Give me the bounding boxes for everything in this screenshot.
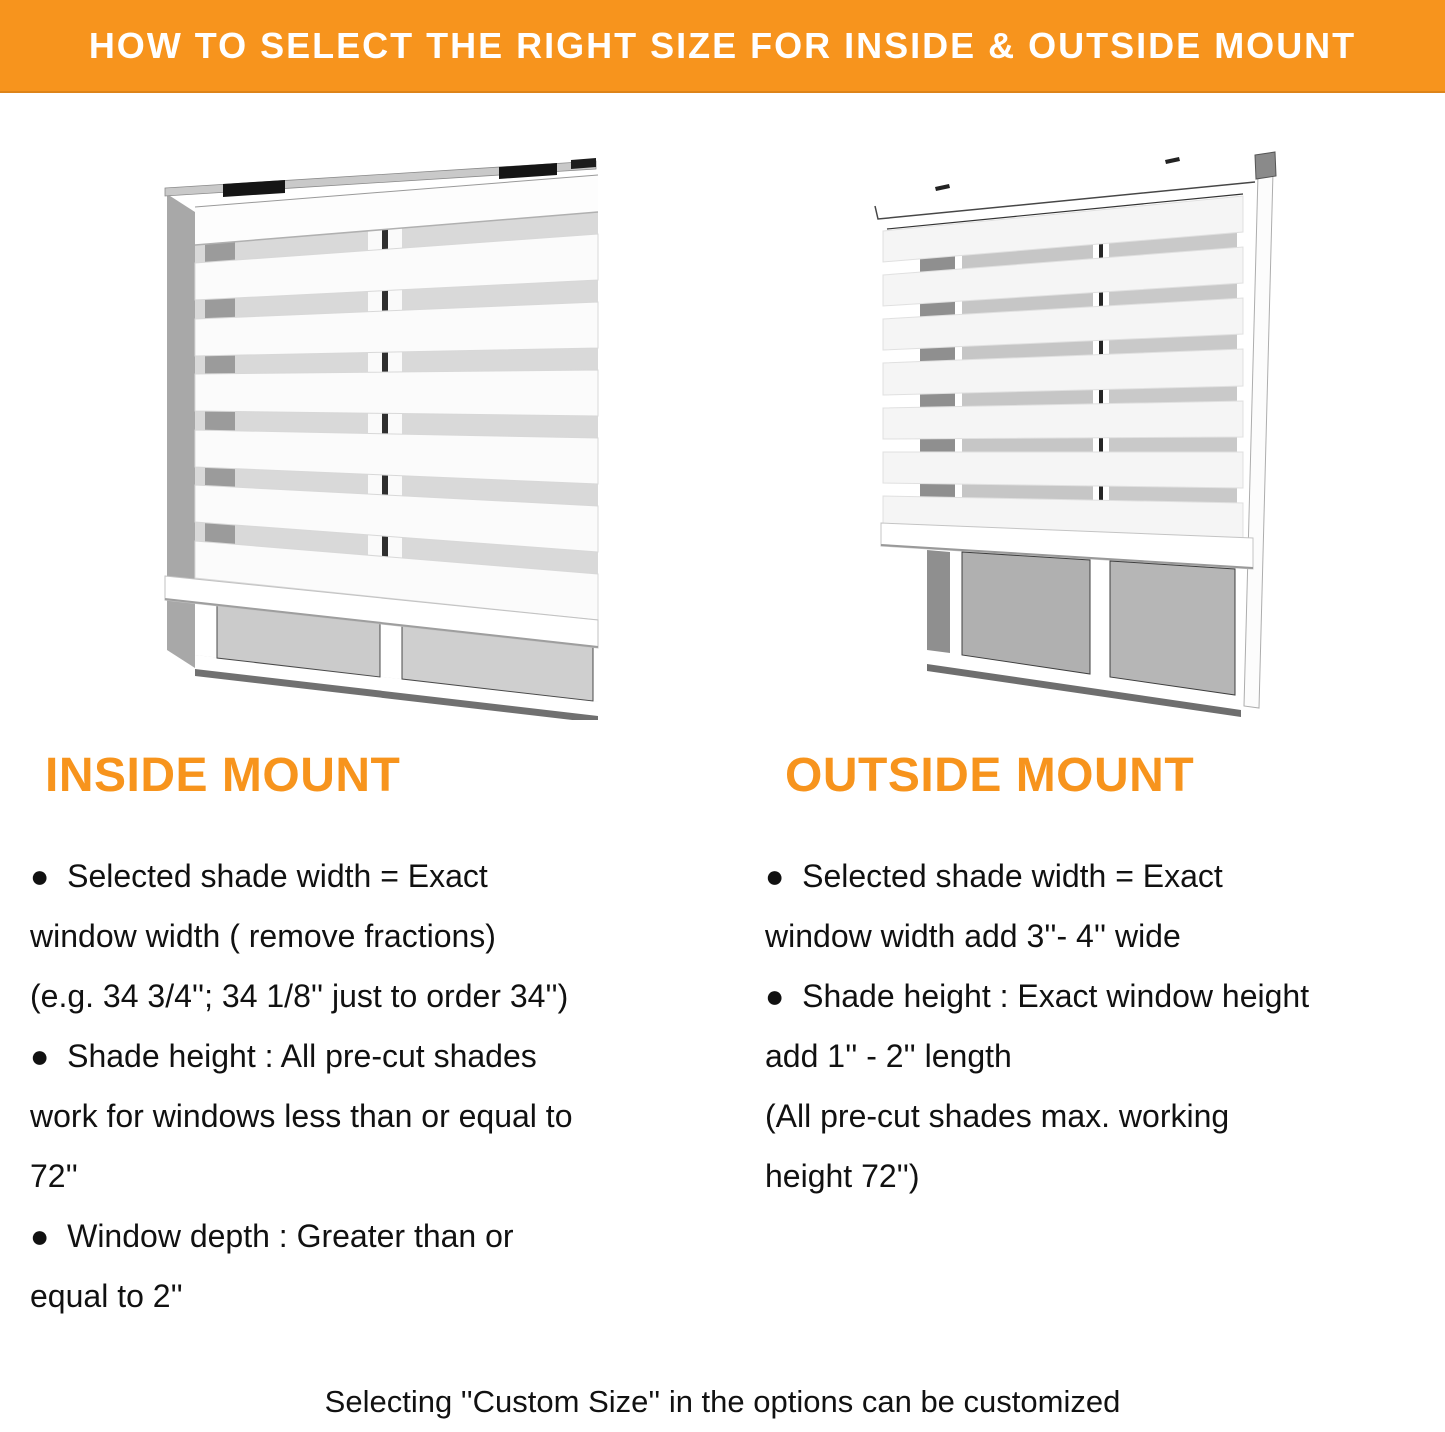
inside-mount-illustration (155, 150, 618, 720)
outside-mount-bullet-line: ● Shade height : Exact window height (765, 978, 1310, 1014)
inside-mount-bullet-line: window width ( remove fractions) (30, 918, 496, 954)
custom-size-note: Selecting ''Custom Size'' in the options can be customized (324, 1384, 1121, 1419)
banner (0, 0, 1445, 93)
outside-mount-bullet-line: ● Selected shade width = Exact (765, 858, 1223, 894)
inside-mount-bullet-line: work for windows less than or equal to (30, 1098, 573, 1134)
outside-mount-bullet-line: window width add 3''- 4'' wide (765, 918, 1181, 954)
window-lower-panes (927, 550, 1241, 717)
inside-mount-bullets (30, 846, 730, 1326)
inside-mount-bullet-line: ● Selected shade width = Exact (30, 858, 488, 894)
outside-mount-illustration (865, 140, 1300, 730)
inside-mount-bullet-line: 72'' (30, 1158, 78, 1194)
outside-mount-bullet-line: add 1'' - 2'' length (765, 1038, 1012, 1074)
side-batten (1244, 172, 1273, 708)
inside-mount-bullet-line: ● Window depth : Greater than or (30, 1218, 514, 1254)
inside-mount-bullet-line: (e.g. 34 3/4''; 34 1/8'' just to order 34'') (30, 978, 569, 1014)
inside-mount-heading: INSIDE MOUNT (45, 749, 401, 802)
inside-mount-bullet-line: ● Shade height : All pre-cut shades (30, 1038, 537, 1074)
banner-title: HOW TO SELECT THE RIGHT SIZE FOR INSIDE & OUTSIDE MOUNT (88, 24, 1357, 66)
outside-mount-bullet-line: (All pre-cut shades max. working (765, 1098, 1230, 1134)
inside-mount-bullet-line: equal to 2'' (30, 1278, 183, 1314)
outside-mount-bullets (765, 846, 1425, 1206)
outside-mount-heading: OUTSIDE MOUNT (785, 749, 1195, 802)
outside-mount-bullet-line: height 72'') (765, 1158, 920, 1194)
